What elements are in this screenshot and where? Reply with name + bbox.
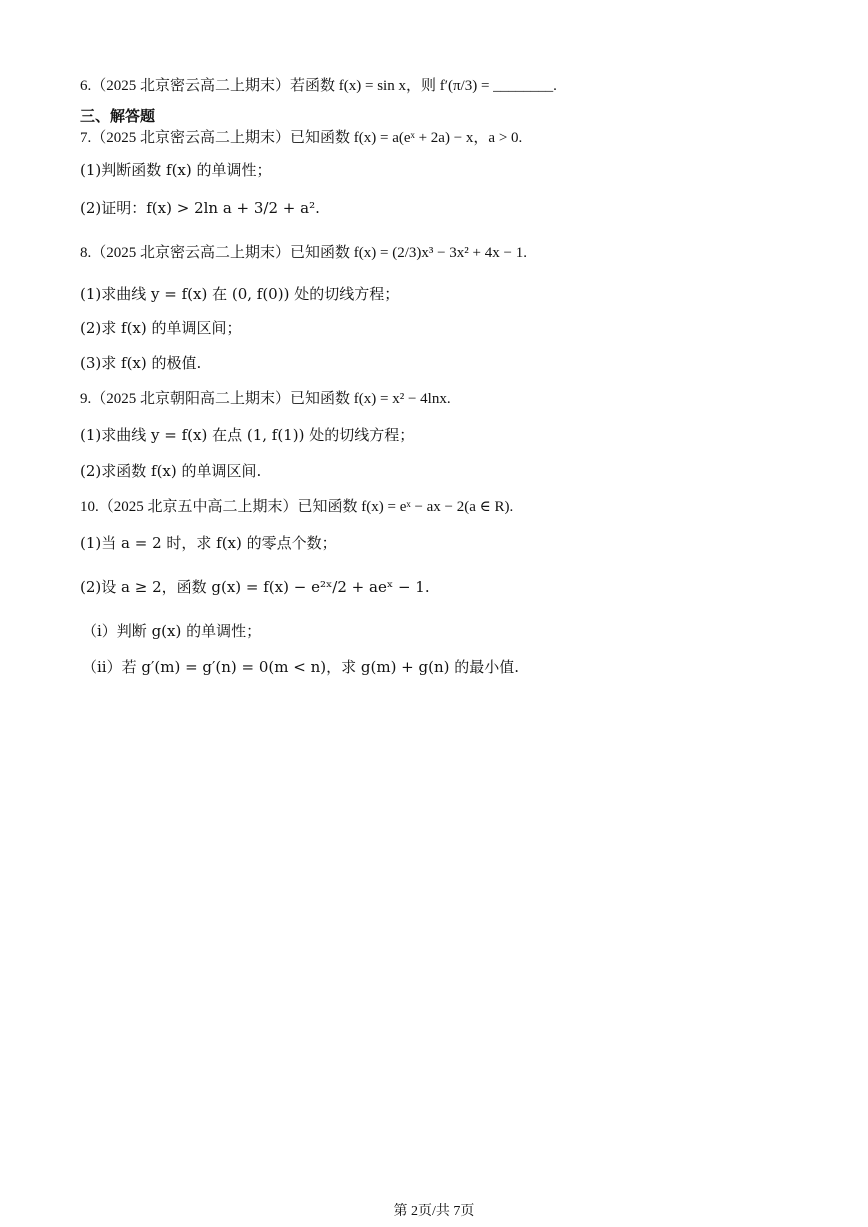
question-10: 10.（2025 北京五中高二上期末）已知函数 f(x) = eˣ − ax − 2(a ∈ R). [80,499,514,515]
question-6: 6.（2025 北京密云高二上期末）若函数 f(x) = sin x，则 f′(π/3) = ________. [80,78,557,94]
question-9-part-2: (2)求函数 f(x) 的单调区间. [80,462,262,480]
question-8-part-2: (2)求 f(x) 的单调区间； [80,319,242,337]
question-10-part-2-i: （i）判断 g(x) 的单调性； [82,622,262,640]
question-8-part-3: (3)求 f(x) 的极值. [80,354,202,372]
question-7: 7.（2025 北京密云高二上期末）已知函数 f(x) = a(eˣ + 2a) − x，a > 0. [80,130,523,146]
question-10-part-1: (1)当 a = 2 时，求 f(x) 的零点个数； [80,534,337,552]
question-10-part-2-ii: （ii）若 g′(m) = g′(n) = 0(m < n)，求 g(m) + g(n) 的最小值. [82,658,520,676]
question-7-part-2: (2)证明：f(x) > 2ln a + 3/2 + a². [80,199,320,217]
question-9: 9.（2025 北京朝阳高二上期末）已知函数 f(x) = x² − 4lnx. [80,391,451,407]
page-number: 第 2页/共 7页 [393,1204,475,1219]
question-10-part-2: (2)设 a ≥ 2，函数 g(x) = f(x) − e²ˣ/2 + aeˣ − 1. [80,578,430,596]
section-title: 三、解答题 [80,107,156,125]
question-9-part-1: (1)求曲线 y = f(x) 在点 (1, f(1)) 处的切线方程； [80,426,415,444]
question-8-part-1: (1)求曲线 y = f(x) 在 (0, f(0)) 处的切线方程； [80,285,400,303]
question-7-part-1: (1)判断函数 f(x) 的单调性； [80,161,272,179]
question-8: 8.（2025 北京密云高二上期末）已知函数 f(x) = (2/3)x³ − 3x² + 4x − 1. [80,245,527,261]
